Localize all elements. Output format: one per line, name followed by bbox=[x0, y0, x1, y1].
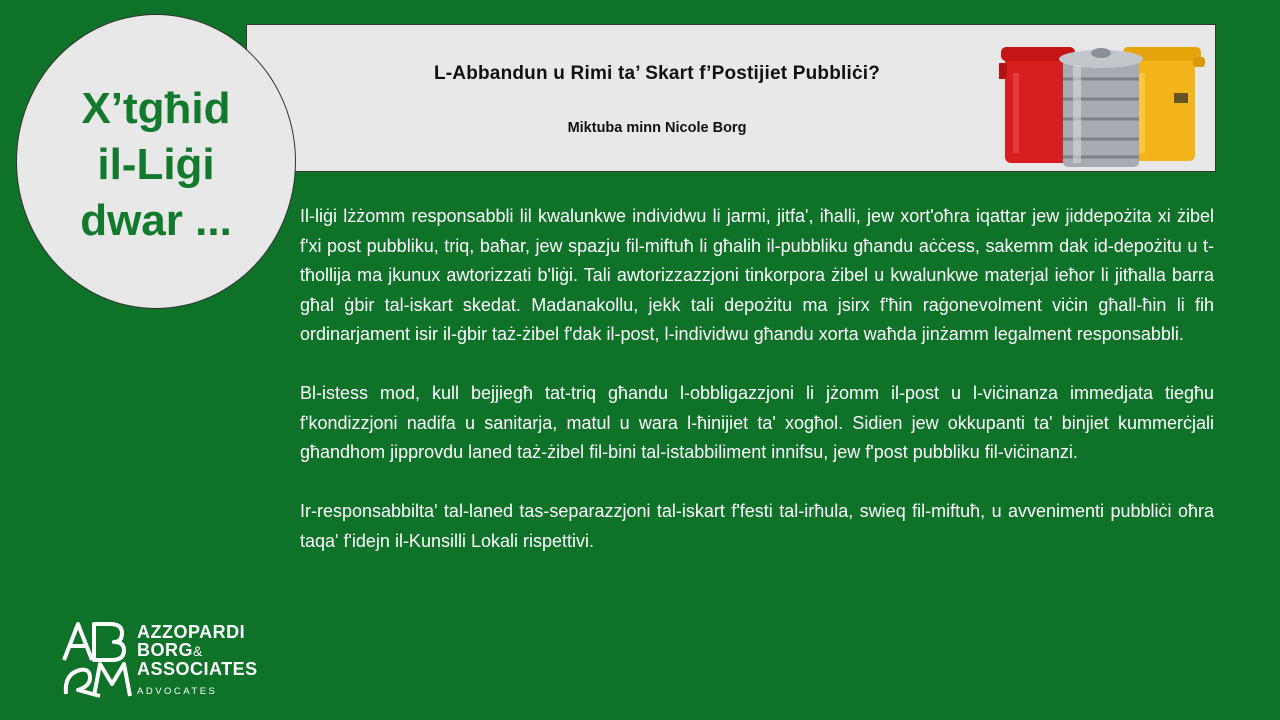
badge-line-3: dwar ... bbox=[80, 195, 232, 245]
firm-logo bbox=[60, 620, 280, 702]
metal-bin-icon bbox=[1059, 48, 1143, 167]
paragraph-1: Il-liġi lżżomm responsabbli lil kwalunkwe individwu li jarmi, jitfa', iħalli, jew xort'oħra iqattar jew jiddepożita xi żibel f'xi post pubbliku, triq, baħar, jew spazju fil-miftuħ li għalih il-pubbliku għandu aċċess, sakemm dak id-depożitu u t-tħollija ma jkunux awtorizzati b'liġi. Tali awtorizzazzjoni tinkorpora żibel u kwalunkwe materjal ieħor li jitħalla barra għal ġbir tal-iskart skedat. Madanakollu, jekk tali depożitu ma jsirx f'ħin raġonevolment viċin għall-ħin li fih ordinarjament isir il-ġbir taż-żibel f'dak il-post, l-individwu għandu xorta waħda jinżamm legalment responsabbli. bbox=[300, 206, 1214, 344]
logo-line-1: AZZOPARDI bbox=[137, 622, 246, 642]
topic-badge bbox=[16, 14, 296, 309]
logo-subtitle: ADVOCATES bbox=[137, 686, 218, 697]
abm-monogram-icon bbox=[60, 620, 132, 698]
waste-bins-image bbox=[999, 33, 1214, 169]
badge-line-2: il-Liġi bbox=[97, 139, 215, 189]
logo-ampersand: & bbox=[193, 643, 203, 659]
article-header bbox=[246, 24, 1216, 172]
article-title: L-Abbandun u Rimi ta’ Skart f’Postijiet Pubbliċi? bbox=[433, 63, 881, 84]
logo-borg: BORG bbox=[137, 640, 193, 660]
topic-badge-text bbox=[80, 81, 232, 249]
paragraph-3: Ir-responsabbilta' tal-laned tas-separazzjoni tal-iskart f'festi tal-irħula, swieq fil-miftuħ, u avvenimenti pubbliċi oħra taqa' f'idejn il-Kunsilli Lokali rispettivi. bbox=[300, 501, 1214, 551]
article-author: Miktuba minn Nicole Borg bbox=[567, 120, 747, 136]
logo-line-2 bbox=[137, 640, 203, 661]
paragraph-2: Bl-istess mod, kull bejjiegħ tat-triq għandu l-obbligazzjoni li jżomm il-post u l-viċinanza immedjata tiegħu f'kondizzjoni nadifa u sanitarja, matul u wara l-ħinijiet ta' xogħol. Sidien jew okkupanti ta' binjiet kummerċjali għandhom jipprovdu laned taż-żibel fil-bini tal-istabbiliment innifsu, jew f'post pubbliku fil-viċinanzi. bbox=[300, 383, 1214, 462]
article-body bbox=[300, 202, 1214, 586]
badge-line-1: X’tgħid bbox=[81, 83, 231, 133]
logo-line-3: ASSOCIATES bbox=[137, 659, 258, 679]
